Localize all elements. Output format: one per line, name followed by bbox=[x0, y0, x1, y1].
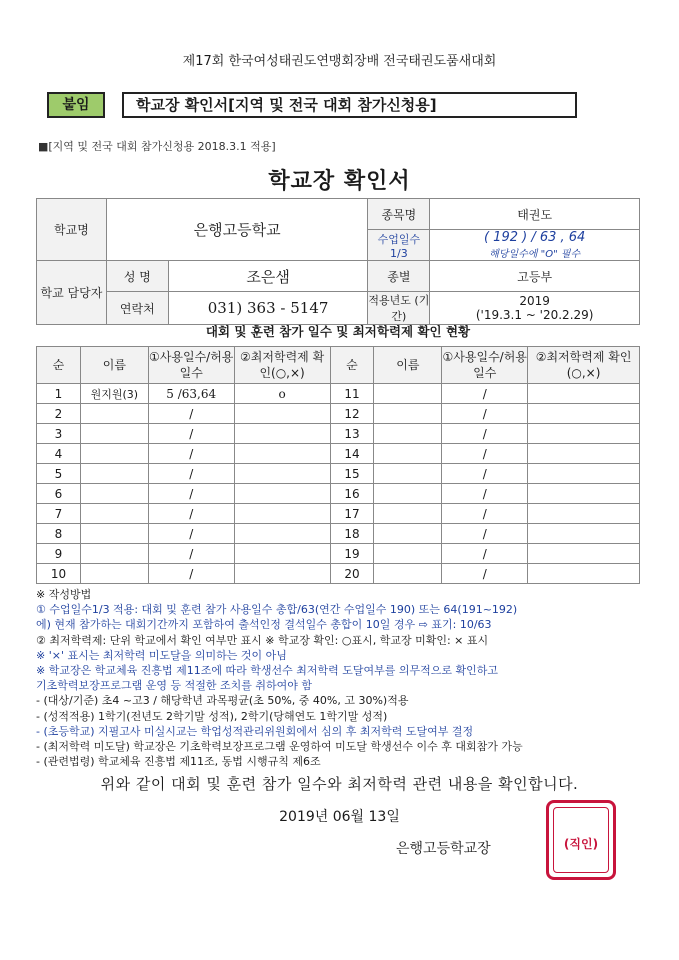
row-check: o bbox=[234, 384, 330, 404]
row-days: / bbox=[442, 544, 528, 564]
row-days: / bbox=[442, 564, 528, 584]
row-check bbox=[234, 564, 330, 584]
row-no: 15 bbox=[330, 464, 374, 484]
status-body bbox=[37, 384, 640, 584]
row-days: / bbox=[148, 484, 234, 504]
row-check bbox=[234, 444, 330, 464]
table-row bbox=[37, 384, 640, 404]
row-no: 13 bbox=[330, 424, 374, 444]
table-row bbox=[37, 564, 640, 584]
row-name bbox=[374, 484, 442, 504]
manager-label: 학교 담당자 bbox=[37, 261, 107, 325]
row-check bbox=[528, 444, 640, 464]
row-check bbox=[528, 524, 640, 544]
row-name bbox=[80, 504, 148, 524]
row-days: / bbox=[442, 424, 528, 444]
row-check bbox=[234, 464, 330, 484]
row-no: 10 bbox=[37, 564, 81, 584]
row-days: / bbox=[442, 444, 528, 464]
row-no: 20 bbox=[330, 564, 374, 584]
note-line: 에) 현재 참가하는 대회기간까지 포함하여 출석인정 결석일수 총합이 10일 경우 ⇨ 표기: 10/63 bbox=[36, 618, 492, 632]
attendance-cell bbox=[430, 230, 640, 261]
table-row bbox=[37, 544, 640, 564]
row-no: 16 bbox=[330, 484, 374, 504]
row-no: 18 bbox=[330, 524, 374, 544]
row-name bbox=[374, 424, 442, 444]
row-check bbox=[528, 424, 640, 444]
row-check bbox=[528, 464, 640, 484]
row-check bbox=[528, 564, 640, 584]
subheader: ■[지역 및 전국 대회 참가신청용 2018.3.1 적용] bbox=[38, 140, 276, 153]
row-name bbox=[374, 464, 442, 484]
row-check bbox=[234, 404, 330, 424]
header-title: 학교장 확인서[지역 및 전국 대회 참가신청용] bbox=[122, 92, 577, 118]
row-name bbox=[80, 444, 148, 464]
row-check bbox=[234, 544, 330, 564]
row-check bbox=[234, 484, 330, 504]
manager-name: 조은샘 bbox=[168, 261, 368, 292]
row-days: / bbox=[148, 504, 234, 524]
row-check bbox=[528, 384, 640, 404]
note-line: - (대상/기준) 초4 ~고3 / 해당학년 과목평균(초 50%, 중 40%, 고 30%)적용 bbox=[36, 694, 409, 708]
header-min-academic: ②최저학력제 확인(○,×) bbox=[528, 347, 640, 384]
row-days: / bbox=[148, 564, 234, 584]
row-no: 11 bbox=[330, 384, 374, 404]
period-range: ('19.3.1 ~ '20.2.29) bbox=[475, 308, 594, 322]
row-name bbox=[374, 564, 442, 584]
attendance-note: 해당일수에 "O" 필수 bbox=[489, 249, 581, 260]
table-row bbox=[37, 404, 640, 424]
contact-label: 연락처 bbox=[106, 292, 168, 325]
row-days: / bbox=[148, 404, 234, 424]
row-name bbox=[80, 564, 148, 584]
row-no: 6 bbox=[37, 484, 81, 504]
row-days: / bbox=[148, 544, 234, 564]
table-row bbox=[37, 464, 640, 484]
row-no: 14 bbox=[330, 444, 374, 464]
row-days: / bbox=[148, 444, 234, 464]
name-label: 성 명 bbox=[106, 261, 168, 292]
row-name bbox=[80, 424, 148, 444]
row-name bbox=[374, 444, 442, 464]
row-name bbox=[374, 404, 442, 424]
note-line: - (최저학력 미도달) 학교장은 기초학력보장프로그램 운영하여 미도달 학생선수 이수 후 대회참가 가능 bbox=[36, 740, 523, 753]
row-days: / bbox=[442, 464, 528, 484]
principal-signature: 은행고등학교장 bbox=[396, 841, 491, 857]
note-line: ① 수업일수1/3 적용: 대회 및 훈련 참가 사용일수 총합/63(연간 수업일수 190) 또는 64(191~192) bbox=[36, 603, 518, 617]
row-check bbox=[528, 404, 640, 424]
row-name bbox=[80, 484, 148, 504]
note-line: - (초등학교) 지필고사 미실시교는 학업성적관리위원회에서 심의 후 최저학력 도달여부 결정 bbox=[36, 724, 474, 738]
table-row bbox=[37, 444, 640, 464]
row-name bbox=[80, 524, 148, 544]
division-label: 종별 bbox=[368, 261, 430, 292]
attendance-value: ( 192 ) / 63 , 64 bbox=[483, 230, 586, 245]
row-days: / bbox=[442, 524, 528, 544]
row-no: 17 bbox=[330, 504, 374, 524]
period-cell bbox=[430, 292, 640, 325]
header-name: 이름 bbox=[80, 347, 148, 384]
row-check bbox=[528, 484, 640, 504]
row-no: 2 bbox=[37, 404, 81, 424]
row-no: 19 bbox=[330, 544, 374, 564]
row-no: 7 bbox=[37, 504, 81, 524]
confirm-statement: 위와 같이 대회 및 훈련 참가 일수와 최저학력 관련 내용을 확인합니다. bbox=[100, 775, 579, 793]
row-name bbox=[374, 504, 442, 524]
period-year: 2019 bbox=[519, 294, 550, 308]
header-days: ①사용일수/허용일수 bbox=[148, 347, 234, 384]
note-line: 기초학력보장프로그램 운영 등 적절한 조치를 취하여야 함 bbox=[36, 679, 313, 693]
official-seal-icon bbox=[546, 800, 616, 880]
row-no: 9 bbox=[37, 544, 81, 564]
note-line: ※ '×' 표시는 최저학력 미도달을 의미하는 것이 아님 bbox=[36, 648, 287, 662]
row-days: / bbox=[148, 424, 234, 444]
period-label: 적용년도 (기간) bbox=[368, 292, 430, 325]
division-value: 고등부 bbox=[430, 261, 640, 292]
row-check bbox=[528, 504, 640, 524]
status-table bbox=[36, 346, 640, 584]
row-days: / bbox=[442, 404, 528, 424]
note-line: - (관련법령) 학교체육 진흥법 제11조, 동법 시행규칙 제6조 bbox=[36, 755, 321, 769]
row-name bbox=[80, 464, 148, 484]
row-days: / bbox=[148, 524, 234, 544]
header-days: ①사용일수/허용일수 bbox=[442, 347, 528, 384]
row-name bbox=[374, 384, 442, 404]
row-check bbox=[234, 424, 330, 444]
row-name bbox=[374, 544, 442, 564]
row-check bbox=[234, 524, 330, 544]
note-line: ※ 학교장은 학교체육 진흥법 제11조에 따라 학생선수 최저학력 도달여부를 의무적으로 확인하고 bbox=[36, 664, 498, 677]
row-name bbox=[80, 404, 148, 424]
row-days: / bbox=[148, 464, 234, 484]
row-name bbox=[374, 524, 442, 544]
date: 2019년 06월 13일 bbox=[279, 809, 400, 825]
header-no: 순 bbox=[330, 347, 374, 384]
table-row bbox=[37, 524, 640, 544]
document-title: 학교장 확인서 bbox=[268, 169, 411, 194]
row-name bbox=[80, 544, 148, 564]
school-info-table bbox=[36, 198, 640, 325]
event-value: 태권도 bbox=[430, 199, 640, 230]
row-no: 4 bbox=[37, 444, 81, 464]
note-line: ② 최저학력제: 단위 학교에서 확인 여부만 표시 ※ 학교장 확인: ○표시, 학교장 미확인: × 표시 bbox=[36, 633, 489, 647]
row-check bbox=[234, 504, 330, 524]
header-min-academic: ②최저학력제 확인(○,×) bbox=[234, 347, 330, 384]
seal-text: (직인) bbox=[563, 837, 599, 851]
attachment-badge: 붙임 bbox=[47, 92, 105, 118]
row-no: 3 bbox=[37, 424, 81, 444]
row-name: 원지원(3) bbox=[80, 384, 148, 404]
row-days: / bbox=[442, 484, 528, 504]
row-check bbox=[528, 544, 640, 564]
table-row bbox=[37, 484, 640, 504]
school-name-label: 학교명 bbox=[37, 199, 107, 261]
event-label: 종목명 bbox=[368, 199, 430, 230]
competition-title: 제17회 한국여성태권도연맹회장배 전국태권도품새대회 bbox=[182, 54, 497, 69]
header-no: 순 bbox=[37, 347, 81, 384]
table-row bbox=[37, 424, 640, 444]
table-row bbox=[37, 504, 640, 524]
row-no: 12 bbox=[330, 404, 374, 424]
note-line: ※ 작성방법 bbox=[36, 588, 92, 601]
header-name: 이름 bbox=[374, 347, 442, 384]
attendance-label: 수업일수 1/3 bbox=[368, 230, 430, 261]
note-line: - (성적적용) 1학기(전년도 2학기말 성적), 2학기(당해연도 1학기말 성적) bbox=[36, 709, 388, 723]
row-days: / bbox=[442, 384, 528, 404]
row-no: 1 bbox=[37, 384, 81, 404]
status-title: 대회 및 훈련 참가 일수 및 최저학력제 확인 현황 bbox=[205, 324, 471, 339]
row-days: / bbox=[442, 504, 528, 524]
row-no: 5 bbox=[37, 464, 81, 484]
row-no: 8 bbox=[37, 524, 81, 544]
school-name-value: 은행고등학교 bbox=[106, 199, 368, 261]
row-days: 5 /63,64 bbox=[148, 384, 234, 404]
contact-value: 031) 363 - 5147 bbox=[168, 292, 368, 325]
